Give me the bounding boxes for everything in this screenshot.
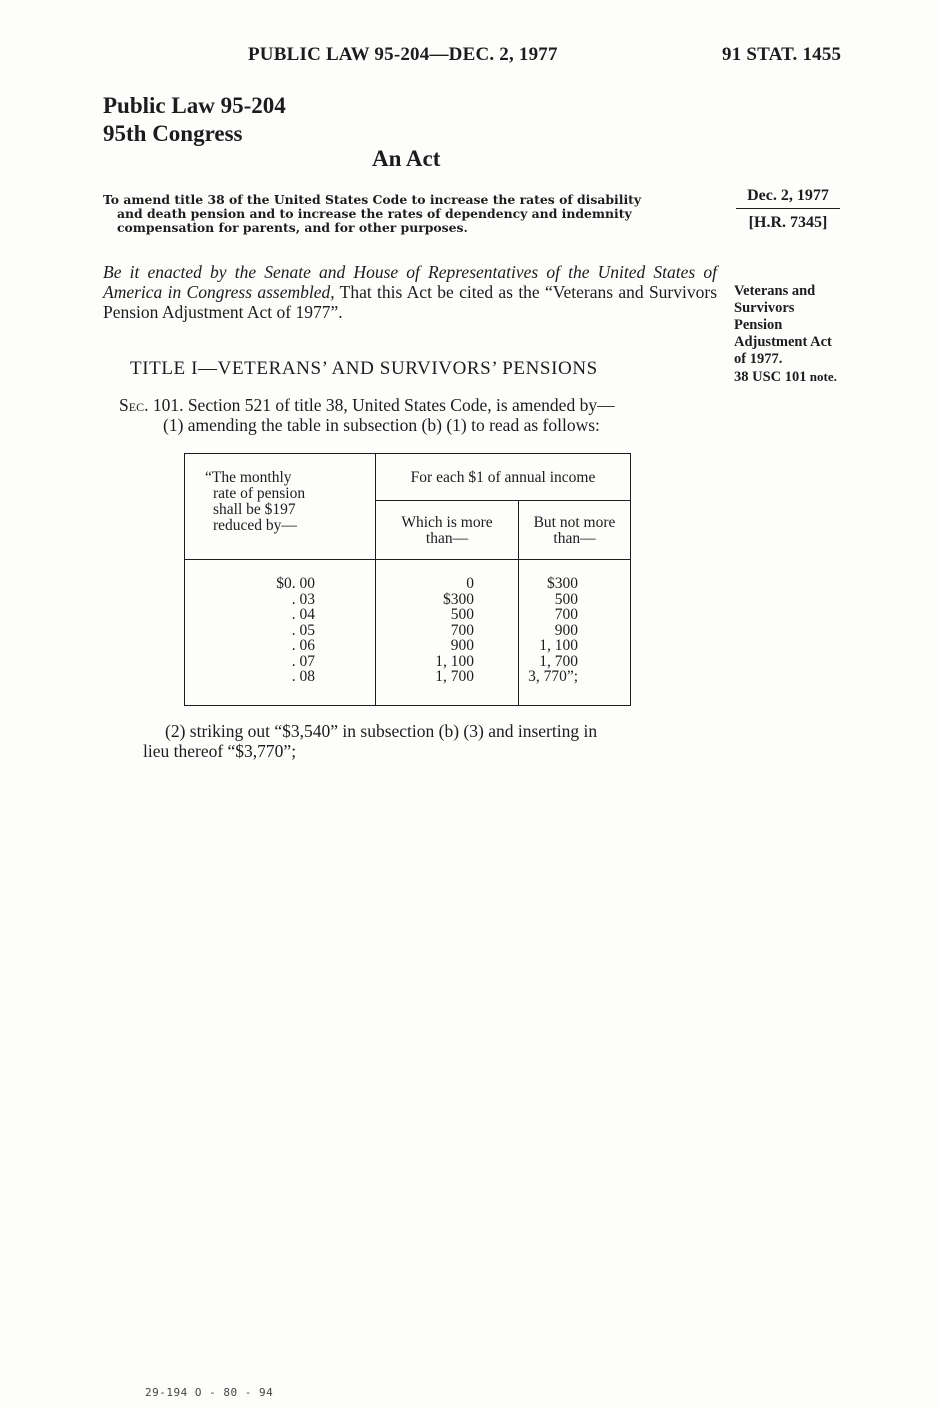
col-header-more-than bbox=[376, 501, 519, 560]
side-note-citation bbox=[734, 368, 864, 386]
print-code: 29-194 O - 80 - 94 bbox=[145, 1386, 274, 1399]
header-line: reduced by— bbox=[213, 517, 297, 534]
header-line: Which is more bbox=[401, 514, 493, 531]
section-101 bbox=[119, 395, 719, 435]
more-than-column bbox=[376, 560, 519, 706]
not-more-than-column bbox=[519, 560, 631, 706]
citation-suffix: note. bbox=[806, 369, 837, 384]
table-cell: $0. 00 bbox=[276, 575, 315, 592]
citation-ref: 38 USC 101 bbox=[734, 369, 807, 385]
side-note-line: Adjustment Act bbox=[734, 334, 832, 350]
pension-rate-table bbox=[184, 453, 631, 706]
short-title-text: That this Act be cited as the “Veterans and Survivors Pension Adjustment Act of 1977”. bbox=[103, 282, 718, 322]
date-reference bbox=[736, 186, 840, 233]
section-line: (1) amending the table in subsection (b) (1) to read as follows: bbox=[163, 415, 600, 435]
header-line: than— bbox=[553, 530, 596, 547]
table-cell: 1, 100 bbox=[539, 637, 578, 654]
table-cell: 500 bbox=[554, 590, 578, 608]
section-label: Sec bbox=[119, 395, 145, 415]
col-header-income-span: For each $1 of annual income bbox=[376, 454, 631, 501]
section-intro: . 101. Section 521 of title 38, United States Code, is amended by— bbox=[144, 395, 615, 415]
table-cell: 700 bbox=[554, 606, 578, 623]
running-head-left: PUBLIC LAW 95-204—DEC. 2, 1977 bbox=[248, 44, 558, 65]
congress: 95th Congress bbox=[103, 121, 243, 146]
table-cell: . 08 bbox=[291, 668, 315, 685]
col-header-rate bbox=[185, 454, 376, 560]
purpose-line: To amend title 38 of the United States Code to increase the rates of disability bbox=[103, 192, 642, 207]
paragraph-line: (2) striking out “$3,540” in subsection (b) (3) and inserting in bbox=[165, 721, 598, 741]
purpose-line: compensation for parents, and for other purposes. bbox=[117, 220, 468, 235]
act-heading: An Act bbox=[372, 146, 441, 171]
purpose-line: and death pension and to increase the rates of dependency and indemnity bbox=[117, 206, 632, 221]
table-cell: . 07 bbox=[291, 652, 315, 670]
running-head-right: 91 STAT. 1455 bbox=[722, 44, 842, 65]
side-note-line: Pension bbox=[734, 317, 783, 333]
paragraph-line: lieu thereof “$3,770”; bbox=[143, 741, 297, 761]
table-cell: 3, 770”; bbox=[528, 668, 578, 685]
header-line: than— bbox=[425, 530, 469, 547]
side-note-line: Survivors bbox=[734, 300, 795, 316]
table-cell: . 06 bbox=[291, 637, 315, 654]
table-cell: 900 bbox=[450, 637, 474, 654]
table-cell: 500 bbox=[450, 606, 474, 623]
enacting-clause bbox=[103, 262, 717, 322]
table-cell: $300 bbox=[443, 590, 474, 608]
section-line bbox=[119, 395, 719, 415]
bill-number: [H.R. 7345] bbox=[748, 214, 828, 231]
table-cell: 1, 700 bbox=[539, 652, 578, 670]
col-header-not-more-than bbox=[519, 501, 631, 560]
side-note bbox=[734, 283, 864, 386]
table-cell: $300 bbox=[547, 575, 578, 592]
title-heading: TITLE I—VETERANS’ AND SURVIVORS’ PENSIONS bbox=[130, 358, 598, 379]
table-cell: 700 bbox=[450, 621, 474, 639]
header-line: But not more bbox=[533, 514, 616, 531]
table-cell: . 05 bbox=[291, 621, 315, 639]
table-cell: 900 bbox=[554, 621, 578, 639]
table-cell: 0 bbox=[466, 575, 474, 592]
enacting-formula: Be it enacted by the Senate and House of Representatives of the United States of America in Congress assembled, bbox=[103, 262, 717, 302]
header-line: “The monthly bbox=[205, 469, 292, 486]
header-line: shall be $197 bbox=[213, 501, 296, 518]
rate-column bbox=[185, 560, 376, 706]
table-cell: . 03 bbox=[291, 590, 315, 608]
purpose-clause bbox=[103, 193, 715, 235]
law-number: Public Law 95-204 bbox=[103, 93, 286, 118]
header-line: rate of pension bbox=[213, 485, 306, 502]
table-cell: 1, 700 bbox=[435, 668, 474, 685]
side-note-line: Veterans and bbox=[734, 283, 816, 299]
side-note-line: of 1977. bbox=[734, 351, 783, 367]
paragraph-2 bbox=[143, 721, 717, 761]
enactment-date: Dec. 2, 1977 bbox=[736, 186, 840, 209]
table-cell: . 04 bbox=[291, 606, 315, 623]
table-cell: 1, 100 bbox=[435, 652, 474, 670]
